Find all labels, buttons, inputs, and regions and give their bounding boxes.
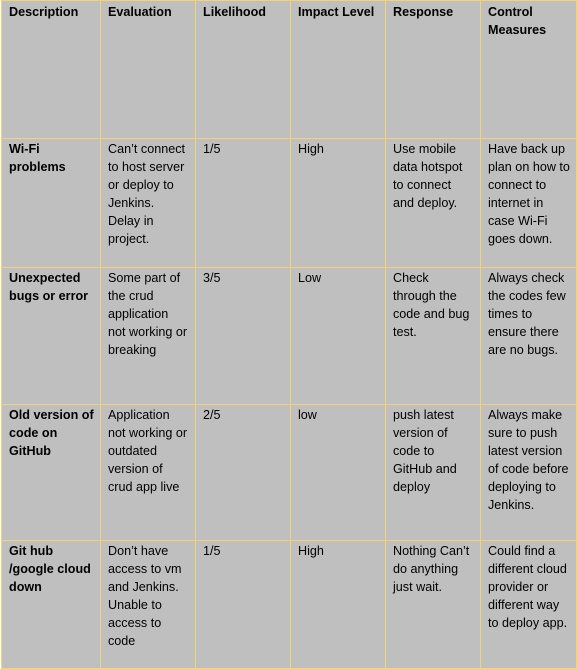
table-row (2, 405, 577, 541)
cell-evaluation: Application not working or outdated version of crud app live (101, 405, 196, 541)
cell-response: push latest version of code to GitHub and deploy (386, 405, 481, 541)
header-evaluation: Evaluation (101, 1, 196, 139)
header-description: Description (2, 1, 101, 139)
cell-evaluation: Some part of the crud application not working or breaking (101, 268, 196, 405)
cell-control: Always check the codes few times to ensure there are no bugs. (481, 268, 577, 405)
table-row (2, 268, 577, 405)
cell-impact: low (291, 405, 386, 541)
cell-description: Wi-Fi problems (2, 139, 101, 268)
table-header-row (2, 1, 577, 139)
cell-description: Unexpected bugs or error (2, 268, 101, 405)
header-response: Response (386, 1, 481, 139)
cell-likelihood: 1/5 (196, 541, 291, 669)
cell-control: Always make sure to push latest version of code before deploying to Jenkins. (481, 405, 577, 541)
cell-description: Git hub /google cloud down (2, 541, 101, 669)
table-row (2, 541, 577, 669)
cell-response: Check through the code and bug test. (386, 268, 481, 405)
cell-response: Nothing Can’t do anything just wait. (386, 541, 481, 669)
cell-likelihood: 2/5 (196, 405, 291, 541)
cell-likelihood: 1/5 (196, 139, 291, 268)
table-row (2, 139, 577, 268)
cell-response: Use mobile data hotspot to connect and deploy. (386, 139, 481, 268)
cell-description: Old version of code on GitHub (2, 405, 101, 541)
cell-evaluation: Don’t have access to vm and Jenkins. Unable to access to code (101, 541, 196, 669)
header-likelihood: Likelihood (196, 1, 291, 139)
cell-impact: High (291, 139, 386, 268)
cell-impact: Low (291, 268, 386, 405)
cell-evaluation: Can’t connect to host server or deploy to Jenkins. Delay in project. (101, 139, 196, 268)
header-control-measures: Control Measures (481, 1, 577, 139)
header-impact-level: Impact Level (291, 1, 386, 139)
cell-impact: High (291, 541, 386, 669)
cell-control: Could find a different cloud provider or different way to deploy app. (481, 541, 577, 669)
risk-assessment-table (1, 0, 577, 669)
cell-control: Have back up plan on how to connect to internet in case Wi-Fi goes down. (481, 139, 577, 268)
cell-likelihood: 3/5 (196, 268, 291, 405)
